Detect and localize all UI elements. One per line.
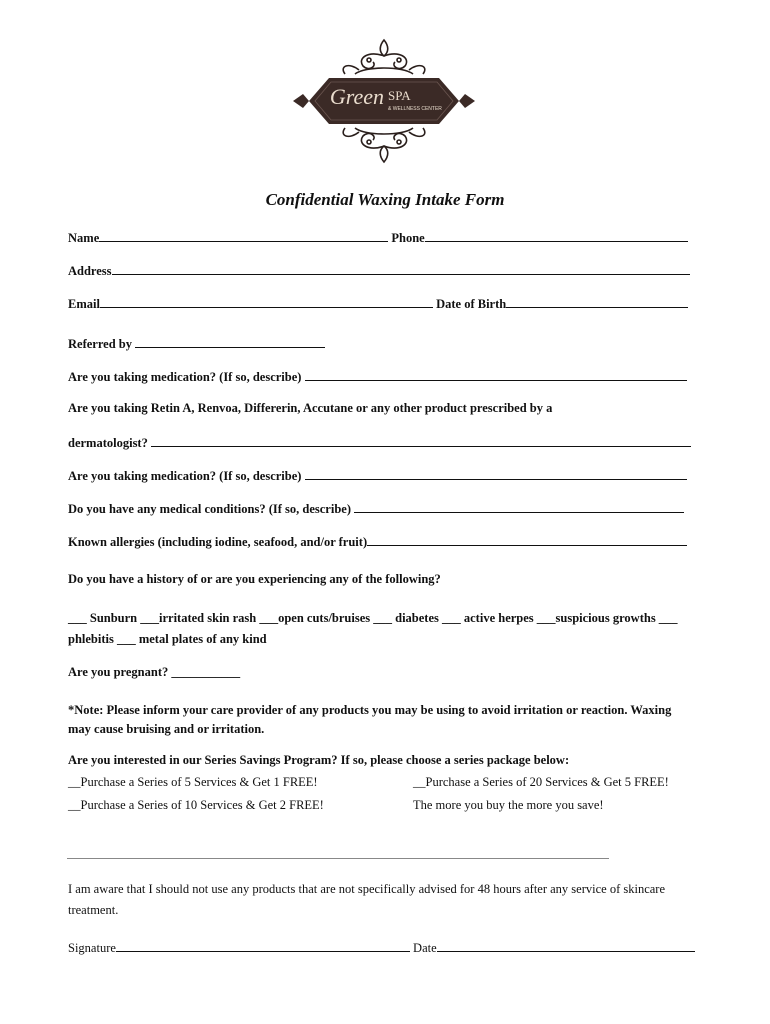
signature-row: [68, 939, 695, 956]
dermatologist-field[interactable]: [151, 434, 691, 447]
history-options-line-1[interactable]: ___ Sunburn ___irritated skin rash ___open cuts/bruises ___ diabetes ___ active herpes ___suspicious growths ___: [68, 611, 678, 625]
date-label: Date: [413, 941, 437, 955]
note-line-2: may cause bruising and or irritation.: [68, 722, 265, 736]
medication-label-1: Are you taking medication? (If so, describe): [68, 370, 302, 384]
logo-spa-text: SPA: [388, 88, 411, 103]
medication-row-2: [68, 467, 687, 484]
address-row: [68, 262, 690, 279]
spa-logo: [289, 36, 479, 166]
email-row: [68, 295, 688, 312]
note-line-1: *Note: Please inform your care provider of any products you may be using to avoid irritation or reaction. Waxing: [68, 703, 672, 717]
address-label: Address: [68, 264, 112, 278]
dermatologist-row: [68, 434, 691, 451]
awareness-line-2: treatment.: [68, 903, 119, 917]
allergies-row: [68, 533, 687, 550]
address-field[interactable]: [112, 262, 690, 275]
logo-script-text: Green: [329, 84, 384, 109]
medication-row-1: [68, 368, 687, 385]
history-options-line-2[interactable]: phlebitis ___ metal plates of any kind: [68, 632, 267, 646]
series-tagline: The more you buy the more you save!: [413, 798, 604, 812]
referred-field[interactable]: [135, 335, 325, 348]
name-row: [68, 229, 688, 246]
signature-label: Signature: [68, 941, 116, 955]
phone-field[interactable]: [425, 229, 688, 242]
series-option-5[interactable]: __Purchase a Series of 5 Services & Get 1 FREE!: [68, 775, 318, 789]
signature-field[interactable]: [116, 939, 410, 952]
phone-label: Phone: [391, 231, 425, 245]
history-question: Do you have a history of or are you experiencing any of the following?: [68, 572, 441, 586]
logo-sub-text: & WELLNESS CENTER: [388, 106, 442, 112]
name-label: Name: [68, 231, 100, 245]
email-field[interactable]: [100, 295, 433, 308]
allergies-field[interactable]: [367, 533, 687, 546]
dermatologist-label: dermatologist?: [68, 436, 148, 450]
awareness-line-1: I am aware that I should not use any products that are not specifically advised for 48 hours after any service of skincare: [68, 882, 666, 896]
series-option-20[interactable]: __Purchase a Series of 20 Services & Get 5 FREE!: [413, 775, 669, 789]
page-title: Confidential Waxing Intake Form: [265, 190, 505, 209]
referred-label: Referred by: [68, 337, 132, 351]
pregnant-question[interactable]: Are you pregnant? ___________: [68, 665, 241, 679]
series-option-10[interactable]: __Purchase a Series of 10 Services & Get 2 FREE!: [68, 798, 324, 812]
email-label: Email: [68, 297, 100, 311]
referred-row: [68, 335, 325, 352]
date-field[interactable]: [437, 939, 695, 952]
conditions-field[interactable]: [354, 500, 684, 513]
name-field[interactable]: [99, 229, 388, 242]
series-question: Are you interested in our Series Savings Program? If so, please choose a series package below:: [68, 753, 570, 767]
medication-field-1[interactable]: [305, 368, 687, 381]
conditions-label: Do you have any medical conditions? (If so, describe): [68, 502, 351, 516]
medication-label-2: Are you taking medication? (If so, describe): [68, 469, 302, 483]
separator-line: [67, 858, 609, 859]
retin-a-question: Are you taking Retin A, Renvoa, Differerin, Accutane or any other product prescribed by a: [68, 401, 553, 415]
dob-field[interactable]: [506, 295, 688, 308]
allergies-label: Known allergies (including iodine, seafood, and/or fruit): [68, 535, 368, 549]
medication-field-2[interactable]: [305, 467, 687, 480]
dob-label: Date of Birth: [436, 297, 507, 311]
conditions-row: [68, 500, 684, 517]
